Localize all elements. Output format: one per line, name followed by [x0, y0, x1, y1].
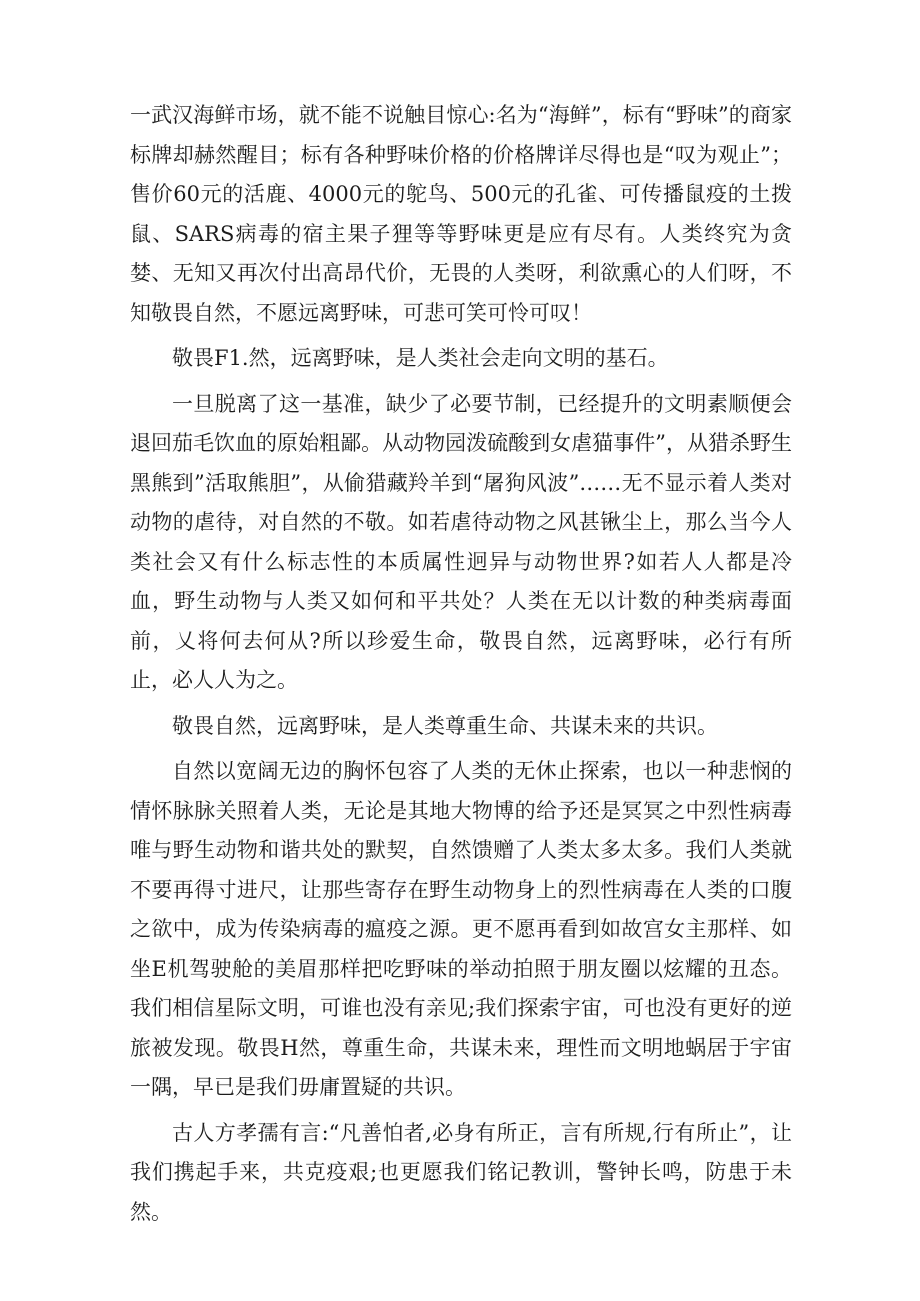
paragraph-1: 一武汉海鲜市场，就不能不说触目惊心:名为“海鲜”，标有“野味”的商家标牌却赫然醒目；标有各种野味价格的价格牌详尽得也是“叹为观止”；售价60元的活鹿、4000元的鸵鸟、500元的孔雀、可传播鼠疫的土拨鼠、SARS病毒的宿主果子狸等等野味更是应有尽有。人类终究为贪婪、无知又再次付出高昂代价，无畏的人类呀，利欲熏心的人们呀，不知敬畏自然，不愿远离野味，可悲可笑可怜可叹！ — [130, 103, 792, 325]
paragraph-2: 敬畏F1.然，远离野味，是人类社会走向文明的基石。 — [172, 346, 669, 370]
paragraph-3: 一旦脱离了这一基准，缺少了必要节制，已经提升的文明素顺便会退回茄毛饮血的原始粗鄙。从动物园泼硫酸到女虐猫事件”，从猎杀野生黑熊到”活取熊胆”，从偷猎藏羚羊到“屠狗风波”……无不显示着人类对动物的虐待，对自然的不敬。如若虐待动物之风甚锹尘上，那么当今人类社会又有什么标志性的本质属性迥异与动物世界?如若人人都是冷血，野生动物与人类又如何和平共处？人类在无以计数的种类病毒面前，乂将何去何从?所以珍爱生命，敬畏自然，远离野味，必行有所止，必人人为之。 — [130, 391, 792, 692]
paragraph-6: 古人方孝孺有言:“凡善怕者,必身有所正，言有所规,行有所止”，让我们携起手来，共克疫艰;也更愿我们铭记教训，警钟长鸣，防患于未然。 — [130, 1120, 792, 1224]
document-body — [130, 96, 792, 1238]
paragraph-5: 自然以宽阔无边的胸怀包容了人类的无休止探索，也以一种悲悯的情怀脉脉关照着人类，无论是其地大物博的给予还是冥冥之中烈性病毒唯与野生动物和谐共处的默契，自然馈赠了人类太多太多。我们人类就不要再得寸进尺，让那些寄存在野生动物身上的烈性病毒在人类的口腹之欲中，成为传染病毒的瘟疫之源。更不愿再看到如故宫女主那样、如坐E机驾驶舱的美眉那样把吃野味的举动拍照于朋友圈以炫耀的丑态。我们相信星际文明，可谁也没有亲见;我们探索宇宙，可也没有更好的逆旅被发现。敬畏H然，尊重生命，共谋未来，理性而文明地蜗居于宇宙一隅，早已是我们毋庸置疑的共识。 — [130, 759, 792, 1099]
paragraph-4: 敬畏自然，远离野味，是人类尊重生命、共谋未来的共识。 — [172, 713, 718, 738]
